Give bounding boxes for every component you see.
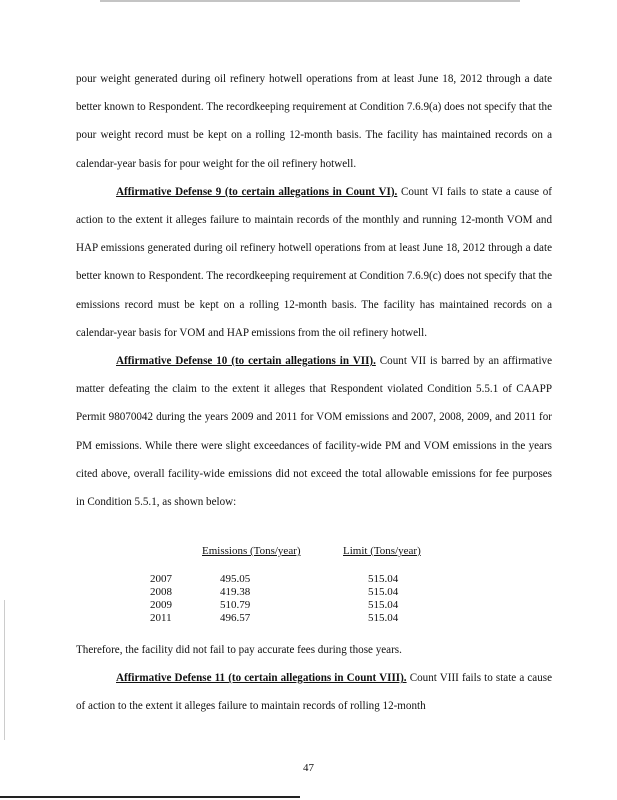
defense-9-heading: Affirmative Defense 9 (to certain allegations in Count VI).	[116, 185, 398, 198]
emissions-column-header: Emissions (Tons/year)	[202, 545, 301, 557]
limit-cell: 515.04	[368, 612, 399, 624]
limit-cell: 515.04	[368, 599, 399, 611]
scan-edge-bottom	[0, 796, 300, 798]
paragraph-text: pour weight generated during oil refinery hotwell operations from at least June 18, 2012 through a date better known to Respondent. The recordkeeping requirement at Condition 7.6.9(a) does not specify that the pour weight record must be kept on a rolling 12-month basis. The facility has maintained records on a calendar-year basis for pour weight for the oil refinery hotwell.	[76, 73, 552, 170]
paragraph-pour-weight	[76, 65, 552, 178]
emissions-cell: 510.79	[220, 599, 251, 611]
emissions-cell: 496.57	[220, 612, 251, 624]
limit-cell: 515.04	[368, 586, 399, 598]
page-number: 47	[303, 762, 314, 774]
conclusion-paragraph	[76, 636, 552, 664]
year-cell: 2011	[150, 612, 172, 624]
scan-edge-left	[4, 600, 5, 740]
defense-11-heading: Affirmative Defense 11 (to certain allegations in Count VIII).	[116, 672, 407, 685]
year-cell: 2007	[150, 573, 172, 585]
paragraph-defense-9	[76, 178, 552, 347]
year-cell: 2008	[150, 586, 172, 598]
limit-column-header: Limit (Tons/year)	[343, 545, 421, 557]
after-table-text	[76, 636, 552, 721]
year-cell: 2009	[150, 599, 172, 611]
paragraph-defense-11	[76, 664, 552, 720]
paragraph-text: Count VI fails to state a cause of action to the extent it alleges failure to maintain records of the monthly and running 12-month VOM and HAP emissions generated during oil refinery hotwell operations from at least June 18, 2012 through a date better known to Respondent. The recordkeeping requirement at Condition 7.6.9(c) does not specify that the emissions record must be kept on a rolling 12-month basis. The facility has maintained records on a calendar-year basis for VOM and HAP emissions from the oil refinery hotwell.	[76, 185, 552, 339]
emissions-cell: 419.38	[220, 586, 251, 598]
paragraph-text: Count VII is barred by an affirmative matter defeating the claim to the extent it alleges that Respondent violated Condition 5.5.1 of CAAPP Permit 98070042 during the years 2009 and 2011 for VOM emissions and 2007, 2008, 2009, and 2011 for PM emissions. While there were slight exceedances of facility-wide PM and VOM emissions in the years cited above, overall facility-wide emissions did not exceed the total allowable emissions for fee purposes in Condition 5.5.1, as shown below:	[76, 355, 552, 509]
conclusion-text: Therefore, the facility did not fail to pay accurate fees during those years.	[76, 644, 402, 656]
paragraph-text: Count VIII fails to state a cause of action to the extent it alleges failure to maintain records of rolling 12-month	[76, 672, 552, 713]
emissions-cell: 495.05	[220, 573, 251, 585]
body-text	[76, 65, 552, 516]
scan-edge-top	[100, 0, 520, 2]
paragraph-defense-10	[76, 347, 552, 516]
limit-cell: 515.04	[368, 573, 399, 585]
defense-10-heading: Affirmative Defense 10 (to certain allegations in VII).	[116, 355, 376, 368]
